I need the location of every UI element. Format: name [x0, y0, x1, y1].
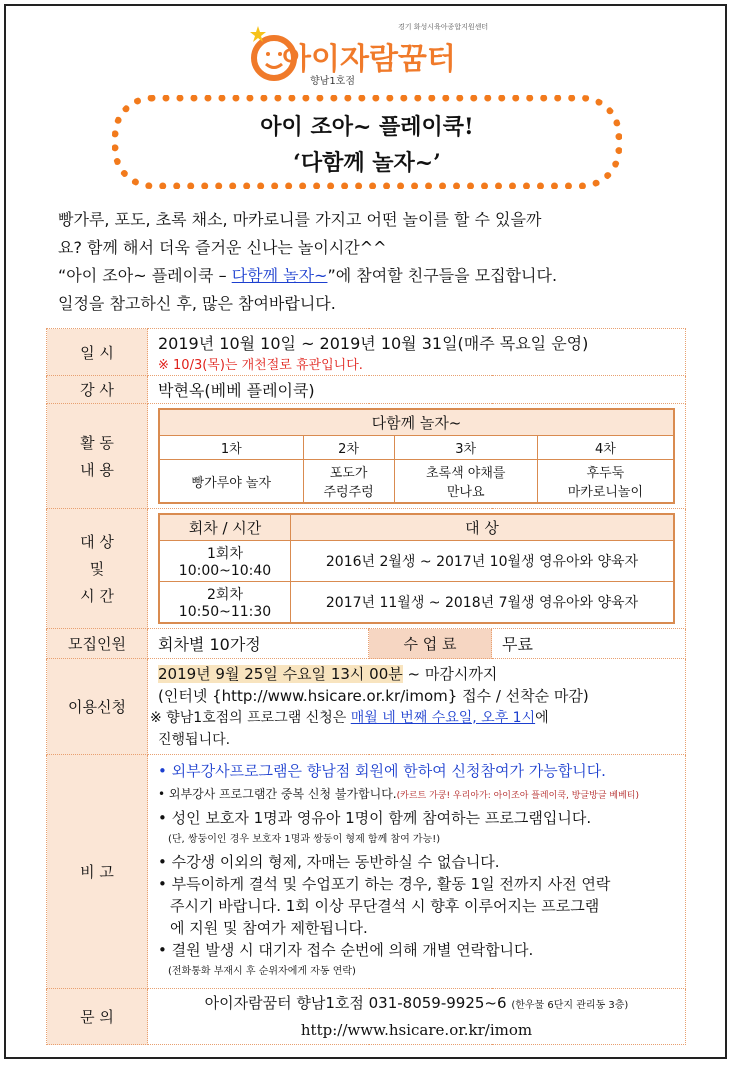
instructor-value: 박현옥(베베 플레이쿡) [148, 376, 686, 404]
intro-line3 [58, 262, 698, 290]
target-row2-time-text: 10:50~11:30 [178, 604, 272, 620]
note-7: 주시기 바랍니다. 1회 이상 무단결석 시 향후 이루어지는 프로그램 [170, 897, 600, 915]
contact-line1 [158, 991, 675, 1018]
schedule-cell [148, 329, 686, 376]
contact-url[interactable]: http://www.hsicare.or.kr/imom [300, 1021, 533, 1039]
target-row2-target: 2017년 11월생 ~ 2018년 7월생 영유아와 양육자 [291, 582, 675, 624]
apply-line3 [150, 707, 675, 729]
content-2 [303, 460, 394, 504]
note-4: (단, 쌍둥이인 경우 보호자 1명과 쌍둥이 형제 함께 참여 가능!) [168, 834, 441, 845]
target-row1-time [159, 541, 291, 582]
recruit-value: 회차별 10가정 [148, 629, 369, 659]
notes-cell [148, 755, 686, 989]
target-row1-time-text: 10:00~10:40 [178, 563, 272, 579]
target-table [158, 513, 675, 624]
apply-line2: (인터넷 {http://www.hsicare.or.kr/imom} 접수 / 선착순 마감) [158, 686, 589, 705]
content-1-a: 빵가루야 놀자 [191, 475, 271, 491]
logo-branch: 향남1호점 [310, 76, 356, 87]
content-3-a: 초록색 야채를 [425, 466, 506, 481]
intro-text [58, 206, 698, 318]
intro-line2: 요? 함께 해서 더욱 즐거운 신나는 놀이시간^^ [58, 238, 387, 257]
target-label-2: 및 [89, 560, 105, 578]
target-col1: 회차 / 시간 [159, 514, 291, 541]
activity-header: 다함께 놀자~ [159, 409, 674, 436]
title-line2: ‘다함께 놀자~’ [293, 150, 441, 176]
intro-line4: 일정을 참고하신 후, 많은 참여바랍니다. [58, 294, 336, 313]
fee-label: 수 업 료 [369, 629, 492, 659]
schedule-note: ※ 10/3(목)는 개천절로 휴관입니다. [158, 358, 363, 373]
note-2 [158, 782, 675, 807]
target-row1-session: 1회차 [207, 546, 243, 562]
activity-label [47, 404, 148, 509]
note-6: • 부득이하게 결석 및 수업포기 하는 경우, 활동 1일 전까지 사전 연락 [158, 875, 611, 893]
content-2-a: 포도가 [329, 466, 368, 481]
activity-label-2: 내 용 [80, 461, 114, 479]
contact-label: 문 의 [47, 989, 148, 1045]
note-1: • 외부강사프로그램은 향남점 회원에 한하여 신청참여가 가능합니다. [158, 762, 606, 780]
apply-schedule-link: 매월 네 번째 수요일, 오후 1시 [350, 709, 536, 726]
apply-line3-a: ※ 향남1호점의 프로그램 신청은 [150, 709, 351, 726]
content-4-b: 마카로니놀이 [567, 485, 644, 500]
intro-line3-a: “아이 조아~ 플레이쿡 – [58, 266, 232, 285]
session-3: 3차 [394, 436, 537, 460]
note-10: (전화통화 부재시 후 순위자에게 자동 연락) [168, 966, 356, 977]
note-5: • 수강생 이외의 형제, 자매는 동반하실 수 없습니다. [158, 853, 500, 871]
activity-label-1: 활 동 [80, 434, 114, 452]
content-4 [537, 460, 674, 504]
target-row1-target: 2016년 2월생 ~ 2017년 10월생 영유아와 양육자 [291, 541, 675, 582]
note-9: • 결원 발생 시 대기자 접수 순번에 의해 개별 연락합니다. [158, 941, 534, 959]
content-4-a: 후두둑 [586, 466, 625, 481]
target-row2-session: 2회차 [207, 587, 243, 603]
notes-label: 비 고 [47, 755, 148, 989]
recruit-label: 모집인원 [47, 629, 148, 659]
title-box [112, 95, 622, 189]
info-table [46, 328, 686, 1045]
intro-line3-c: ”에 참여할 친구들을 모집합니다. [327, 266, 558, 285]
target-row2-time [159, 582, 291, 624]
apply-line1 [158, 663, 675, 685]
target-cell [148, 509, 686, 629]
instructor-label: 강 사 [47, 376, 148, 404]
schedule-label: 일 시 [47, 329, 148, 376]
target-label-1: 대 상 [80, 533, 114, 551]
target-label-3: 시 간 [80, 587, 114, 605]
intro-line3-highlight: 다함께 놀자~ [231, 266, 328, 285]
content-3-b: 만나요 [446, 485, 485, 500]
note-2-b: (카르트 가쿵! 우리아가: 아이조아 플레이쿡, 방글방글 베베티) [396, 791, 639, 801]
logo-org: 경기 화성시육아종합지원센터 [398, 23, 489, 31]
content-3 [394, 460, 537, 504]
target-col2: 대 상 [291, 514, 675, 541]
activity-cell [148, 404, 686, 509]
logo-name: 아이자람꿈터 [282, 42, 456, 77]
fee-value: 무료 [492, 629, 686, 659]
apply-line3-c: 에 [535, 709, 549, 726]
activity-table [158, 408, 675, 504]
note-8: 에 지원 및 참여가 제한됩니다. [170, 919, 368, 937]
title-line1: 아이 조아~ 플레이쿡! [260, 114, 474, 140]
target-label [47, 509, 148, 629]
content-2-b: 주렁주렁 [323, 485, 374, 500]
content-1 [159, 460, 303, 504]
session-2: 2차 [303, 436, 394, 460]
apply-line1-b: ~ 마감시까지 [402, 664, 498, 683]
note-3: • 성인 보호자 1명과 영유아 1명이 함께 참여하는 프로그램입니다. [158, 809, 592, 827]
contact-phone: 아이자람꿈터 향남1호점 031-8059-9925~6 [204, 994, 507, 1012]
schedule-value: 2019년 10월 10일 ~ 2019년 10월 31일(매주 목요일 운영) [158, 334, 589, 353]
apply-date: 2019년 9월 25일 수요일 13시 00분 [158, 664, 403, 683]
intro-line1: 빵가루, 포도, 초록 채소, 마카로니를 가지고 어떤 놀이를 할 수 있을까 [58, 210, 542, 229]
contact-address: (한우물 6단지 관리동 3층) [511, 1000, 629, 1011]
apply-cell [148, 659, 686, 755]
session-4: 4차 [537, 436, 674, 460]
apply-label: 이용신청 [47, 659, 148, 755]
apply-line4: 진행됩니다. [158, 731, 231, 748]
logo [248, 18, 508, 88]
note-2-a: • 외부강사 프로그램간 중복 신청 불가합니다. [158, 787, 397, 801]
session-1: 1차 [159, 436, 303, 460]
contact-cell [148, 989, 686, 1045]
